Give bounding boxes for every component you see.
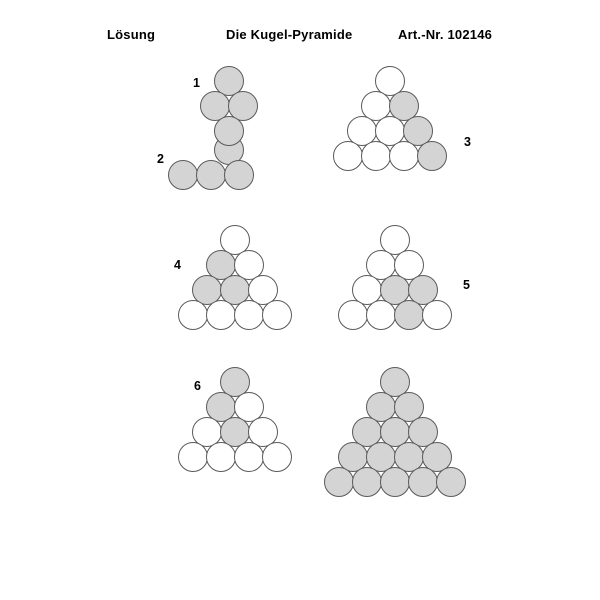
sphere-plain — [262, 442, 292, 472]
piece-1 — [200, 66, 201, 67]
sphere-plain — [234, 300, 264, 330]
piece-2 — [168, 160, 169, 161]
sphere-shaded — [417, 141, 447, 171]
assembled-pyramid — [330, 367, 331, 368]
sphere-shaded — [324, 467, 354, 497]
sphere-shaded — [380, 467, 410, 497]
sphere-shaded — [394, 300, 424, 330]
sphere-shaded — [224, 160, 254, 190]
sphere-shaded — [214, 116, 244, 146]
sphere-plain — [262, 300, 292, 330]
piece-label-5: 5 — [463, 278, 470, 292]
sphere-shaded — [436, 467, 466, 497]
sphere-plain — [206, 300, 236, 330]
sphere-shaded — [352, 467, 382, 497]
piece-6 — [170, 367, 171, 368]
piece-label-2: 2 — [157, 152, 164, 166]
sphere-plain — [178, 300, 208, 330]
piece-label-3: 3 — [464, 135, 471, 149]
sphere-plain — [361, 141, 391, 171]
piece-4 — [170, 225, 171, 226]
sphere-plain — [422, 300, 452, 330]
piece-label-4: 4 — [174, 258, 181, 272]
piece-3 — [325, 66, 326, 67]
header-title: Die Kugel-Pyramide — [226, 27, 353, 42]
piece-label-6: 6 — [194, 379, 201, 393]
sphere-plain — [206, 442, 236, 472]
header-article-number: Art.-Nr. 102146 — [398, 27, 493, 42]
sphere-plain — [338, 300, 368, 330]
header-left-label: Lösung — [107, 27, 156, 42]
sphere-plain — [366, 300, 396, 330]
sphere-plain — [234, 442, 264, 472]
piece-label-1: 1 — [193, 76, 200, 90]
sphere-plain — [333, 141, 363, 171]
sphere-shaded — [168, 160, 198, 190]
sphere-shaded — [196, 160, 226, 190]
sphere-plain — [389, 141, 419, 171]
sphere-plain — [178, 442, 208, 472]
sphere-shaded — [408, 467, 438, 497]
piece-5 — [330, 225, 331, 226]
